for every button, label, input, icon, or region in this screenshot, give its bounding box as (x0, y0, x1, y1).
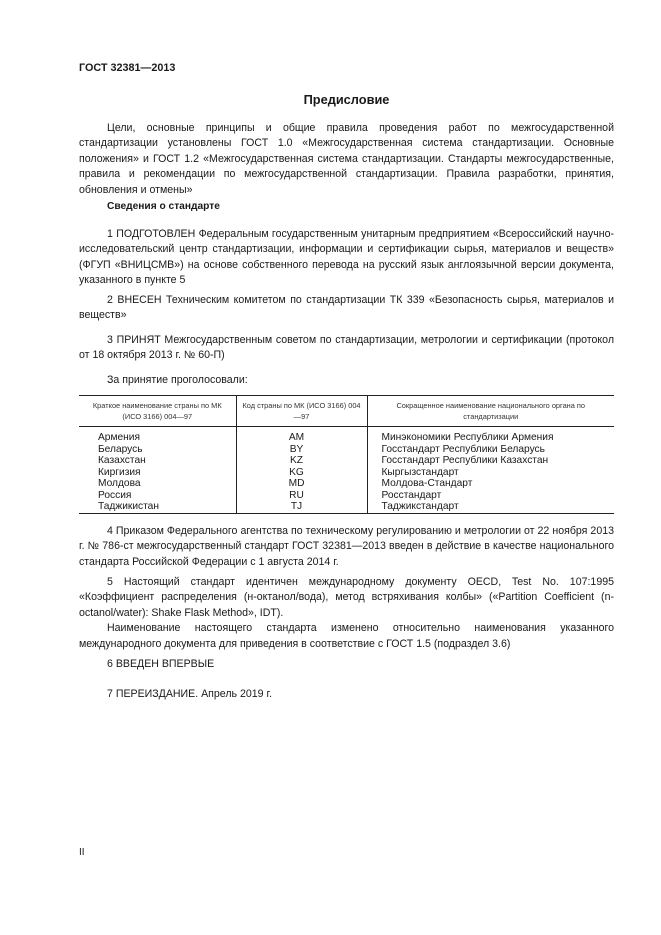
standards-body: Росстандарт (381, 489, 442, 501)
item-5-paragraph: 5 Настоящий стандарт идентичен международному документу OECD, Test No. 107:1995 «Коэффициент распределения (н-октанол/вода), метод встряхивания колбы» («Partition Coefficient (n-octanol/water): Shake Flask Method», IDT). (79, 576, 614, 619)
country-code-column (236, 427, 367, 514)
country-code: AM (288, 432, 305, 443)
item-6-paragraph: 6 ВВЕДЕН ВПЕРВЫЕ (107, 658, 215, 670)
country-code: BY (289, 443, 304, 455)
item-1-paragraph: 1 ПОДГОТОВЛЕН Федеральным государственным унитарным предприятием «Всероссийский научно-исследовательский центр стандартизации, информации и сертификации сырья, материалов и веществ» (ФГУП «ВНИЦСМВ») на основе собственного перевода на русский язык англоязычной версии документа, указанного в пункте 5 (79, 228, 614, 287)
country-code: KG (289, 466, 304, 478)
country-name-column (79, 427, 236, 514)
page-title: Предисловие (303, 92, 390, 107)
intro-block (79, 121, 614, 198)
standards-body: Госстандарт Республики Казахстан (381, 455, 549, 466)
item-1-block (79, 227, 614, 289)
intro-paragraph: Цели, основные принципы и общие правила проведения работ по межгосударственной стандартизации установлены ГОСТ 1.0 «Межгосударственная система стандартизации. Основные положения» и ГОСТ 1.2 «Межгосударственная система стандартизации. Стандарты межгосударственные, правила и рекомендации по межгосударственной стандартизации. Правила разработки, принятия, обновления и отмены» (79, 122, 614, 196)
voting-countries-table (79, 395, 614, 514)
page-number: II (79, 847, 85, 858)
standards-body: Таджикстандарт (381, 501, 459, 512)
header-country-code: Код страны по МК (ИСО 3166) 004—97 (236, 396, 367, 427)
country-name: Казахстан (98, 455, 146, 466)
item-5-note: Наименование настоящего стандарта изменено относительно наименования указанного международного документа для приведения в соответствие с ГОСТ 1.5 (подраздел 3.6) (79, 622, 614, 650)
standards-body: Молдова-Стандарт (381, 478, 473, 489)
standards-body: Кыргызстандарт (381, 466, 459, 478)
document-header: ГОСТ 32381—2013 (79, 62, 176, 74)
country-name: Беларусь (98, 443, 143, 455)
item-2-paragraph: 2 ВНЕСЕН Техническим комитетом по стандартизации ТК 339 «Безопасность сырья, материалов и веществ» (79, 294, 614, 322)
country-code: TJ (290, 501, 303, 512)
item-7-paragraph: 7 ПЕРЕИЗДАНИЕ. Апрель 2019 г. (107, 688, 273, 700)
country-name: Киргизия (98, 466, 141, 478)
country-name: Таджикистан (98, 501, 159, 512)
country-name: Россия (98, 489, 132, 501)
country-name: Армения (98, 432, 140, 443)
header-country-name: Краткое наименование страны по МК (ИСО 3166) 004—97 (79, 396, 236, 427)
item-2-block (79, 293, 614, 324)
country-code: MD (288, 478, 305, 489)
section-heading: Сведения о стандарте (107, 201, 220, 212)
country-name: Молдова (98, 478, 141, 489)
country-code: KZ (289, 455, 304, 466)
item-3-block (79, 333, 614, 364)
item-3-paragraph: 3 ПРИНЯТ Межгосударственным советом по стандартизации, метрологии и сертификации (протокол от 18 октября 2013 г. № 60-П) (79, 334, 614, 362)
item-5-block (79, 575, 614, 652)
table-header-row (79, 396, 614, 427)
country-code: RU (289, 489, 304, 501)
standards-body-column (367, 427, 614, 514)
item-4-block (79, 524, 614, 570)
standards-body: Минэкономики Республики Армения (381, 432, 554, 443)
voted-label: За принятие проголосовали: (107, 374, 248, 386)
item-4-paragraph: 4 Приказом Федерального агентства по техническому регулированию и метрологии от 22 ноября 2013 г. № 786-ст межгосударственный стандарт ГОСТ 32381—2013 введен в действие в качестве национального стандарта Российской Федерации с 1 августа 2014 г. (79, 525, 614, 568)
header-standards-body: Сокращенное наименование национального органа по стандартизации (367, 396, 614, 427)
table-body-row (79, 427, 614, 514)
standards-body: Госстандарт Республики Беларусь (381, 443, 545, 455)
